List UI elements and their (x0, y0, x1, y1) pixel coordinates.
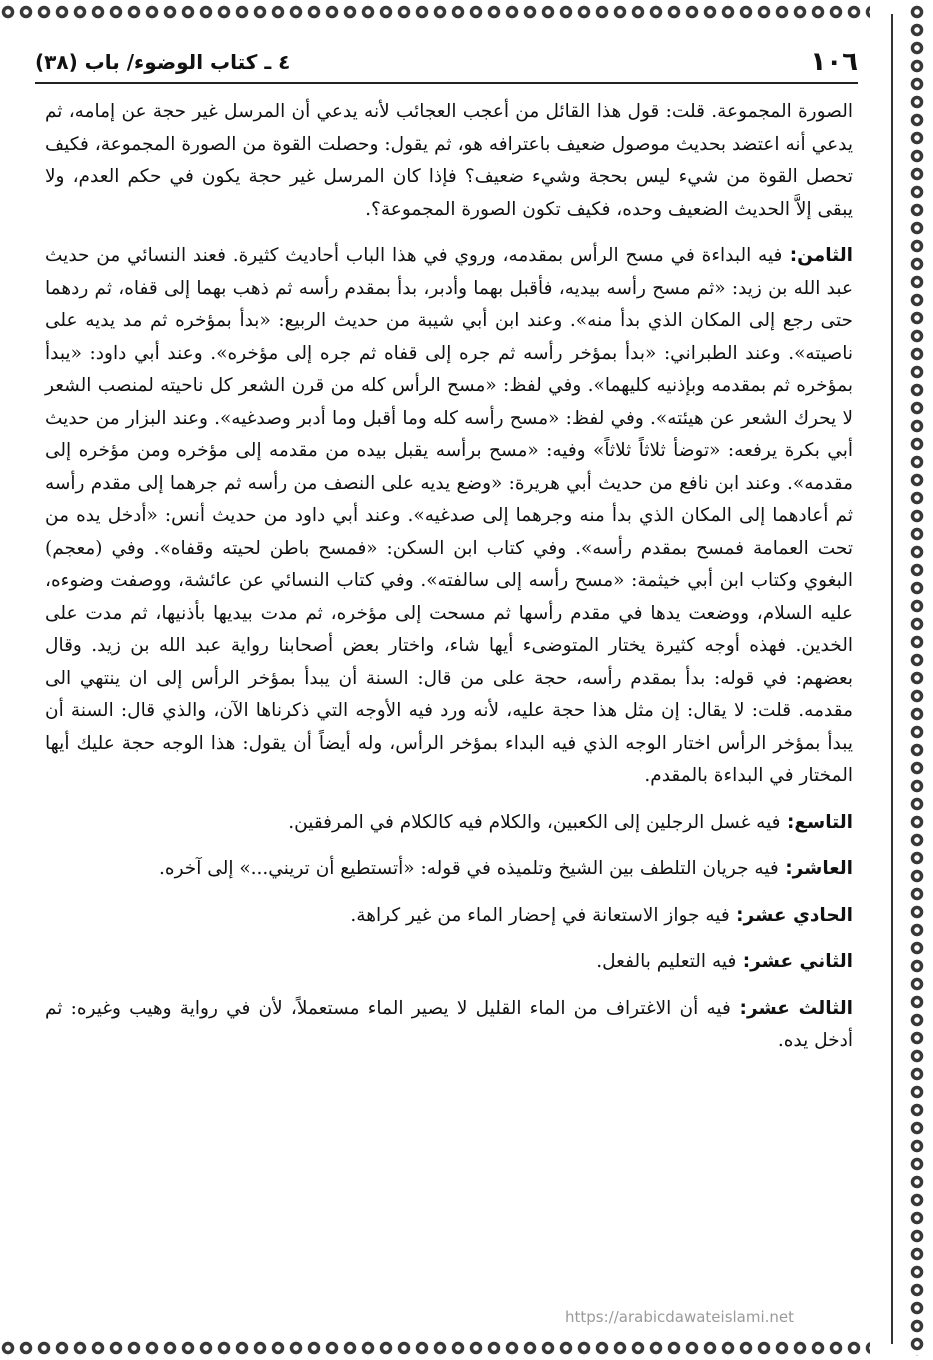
paragraph (45, 240, 853, 793)
decorative-border-right (909, 4, 925, 1356)
page-body (45, 96, 853, 1072)
margin-rule (891, 14, 893, 1344)
paragraph-text: فيه جريان التلطف بين الشيخ وتلميذه في قوله: «أتستطيع أن تريني...» إلى آخره. (159, 858, 779, 879)
decorative-border-top (0, 4, 870, 20)
decorative-border-bottom (0, 1340, 870, 1356)
page-header (35, 42, 858, 84)
paragraph-text: فيه التعليم بالفعل. (596, 951, 737, 972)
paragraph (45, 807, 853, 840)
paragraph-heading: الثاني عشر: (736, 951, 853, 972)
paragraph (45, 853, 853, 886)
paragraph-text: فيه غسل الرجلين إلى الكعبين، والكلام فيه كالكلام في المرفقين. (288, 811, 781, 833)
paragraph (45, 946, 853, 979)
paragraph (45, 993, 853, 1058)
paragraph-text: فيه جواز الاستعانة في إحضار الماء من غير كراهة. (350, 904, 730, 926)
paragraph (45, 96, 853, 226)
watermark-url: https://arabicdawateislami.net (565, 1308, 795, 1326)
paragraph-text: فيه البداءة في مسح الرأس بمقدمه، وروي في هذا الباب أحاديث كثيرة. فعند النسائي من حديث عبد الله بن زيد: «ثم مسح رأسه بيديه، فأقبل بهما وأدبر، بدأ بمقدم رأسه ثم ذهب بهما إلى قفاه، ثم ردهما حتى رجع إلى المكان الذي بدأ منه». وعند ابن أبي شيبة من حديث الربيع: «بدأ بمؤخره ثم مد يديه على ناصيته». وعند الطبراني: «بدأ بمؤخر رأسه ثم جره إلى قفاه ثم جره إلى مؤخره». وعند أبي داود: «يبدأ بمؤخره ثم بمقدمه وبإذنيه كليهما». وفي لفظ: «مسح الرأس كله من قرن الشعر كل ناحيته لمنصب الشعر لا يحرك الشعر عن هيئته». وفي لفظ: «مسح رأسه كله وما أقبل وما أدبر وصدغيه». وعند البزار من حديث أبي بكرة يرفعه: «توضأ ثلاثاً ثلاثاً» وفيه: «مسح برأسه يقبل بيده من مقدمه إلى مؤخره ومن مؤخره إلى مقدمه». وعند ابن نافع من حديث أبي هريرة: «وضع يديه على النصف من رأسه ثم جرهما إلى مقدم رأسه ثم أعادهما إلى المكان الذي بدأ منه وجرهما إلى صدغيه». وعند أبي داود من حديث أنس: «أدخل يده من تحت العمامة فمسح بمقدم رأسه». وفي كتاب ابن السكن: «فمسح باطن لحيته وقفاه». وفي (معجم) البغوي وكتاب ابن أبي خيثمة: «مسح رأسه إلى سالفته». وفي كتاب النسائي عن عائشة، ووصفت وضوءه، عليه السلام، ووضعت يدها في مقدم رأسها ثم مسحت إلى مؤخره، ثم مدت بيديها بأذنيها، ثم مدت على الخدين. فهذه أوجه كثيرة يختار المتوضىء أيها شاء، واختار بعض أصحابنا رواية عبد الله بن زيد. وقال بعضهم: في قوله: بدأ بمقدم رأسه، حجة على من قال: السنة أن يبدأ بمؤخر الرأس إلى ان ينتهي الى مقدمه. قلت: لا يقال: إن مثل هذا حجة عليه، لأنه ورد فيه الأوجه التي ذكرناها الآن، والذي قال: السنة أن يبدأ بمؤخر الرأس اختار الوجه الذي فيه البداء بمؤخر الرأس، وله أيضاً أن يقول: هذا الوجه حجة عليك أيها المختار في البداءة بالمقدم. (45, 245, 853, 786)
paragraph-heading: التاسع: (780, 811, 853, 833)
page-number: ١٠٦ (810, 47, 858, 77)
paragraph-text: فيه أن الاغتراف من الماء القليل لا يصير الماء مستعملاً، لأن في رواية وهيب وغيره: ثم أدخل يده. (45, 997, 853, 1051)
paragraph-heading: الحادي عشر: (729, 904, 853, 926)
paragraph (45, 900, 853, 933)
running-head: ٤ ـ كتاب الوضوء/ باب (٣٨) (35, 50, 291, 74)
paragraph-heading: العاشر: (778, 858, 853, 879)
paragraph-text: الصورة المجموعة. قلت: قول هذا القائل من أعجب العجائب لأنه يدعي أن المرسل غير حجة عن إمامه، ثم يدعي أنه اعتضد بحديث موصول ضعيف باعترافه هو، ثم يقول: وحصلت القوة من الصورة المجموعة، فكيف تحصل القوة من شيء ليس بحجة وشيء ضعيف؟ فإذا كان المرسل غير حجة يكون في حكم العدم، ولا يبقى إلاَّ الحديث الضعيف وحده، فكيف تكون الصورة المجموعة؟. (45, 101, 853, 220)
paragraph-heading: الثالث عشر: (730, 997, 853, 1019)
paragraph-heading: الثامن: (782, 245, 854, 266)
